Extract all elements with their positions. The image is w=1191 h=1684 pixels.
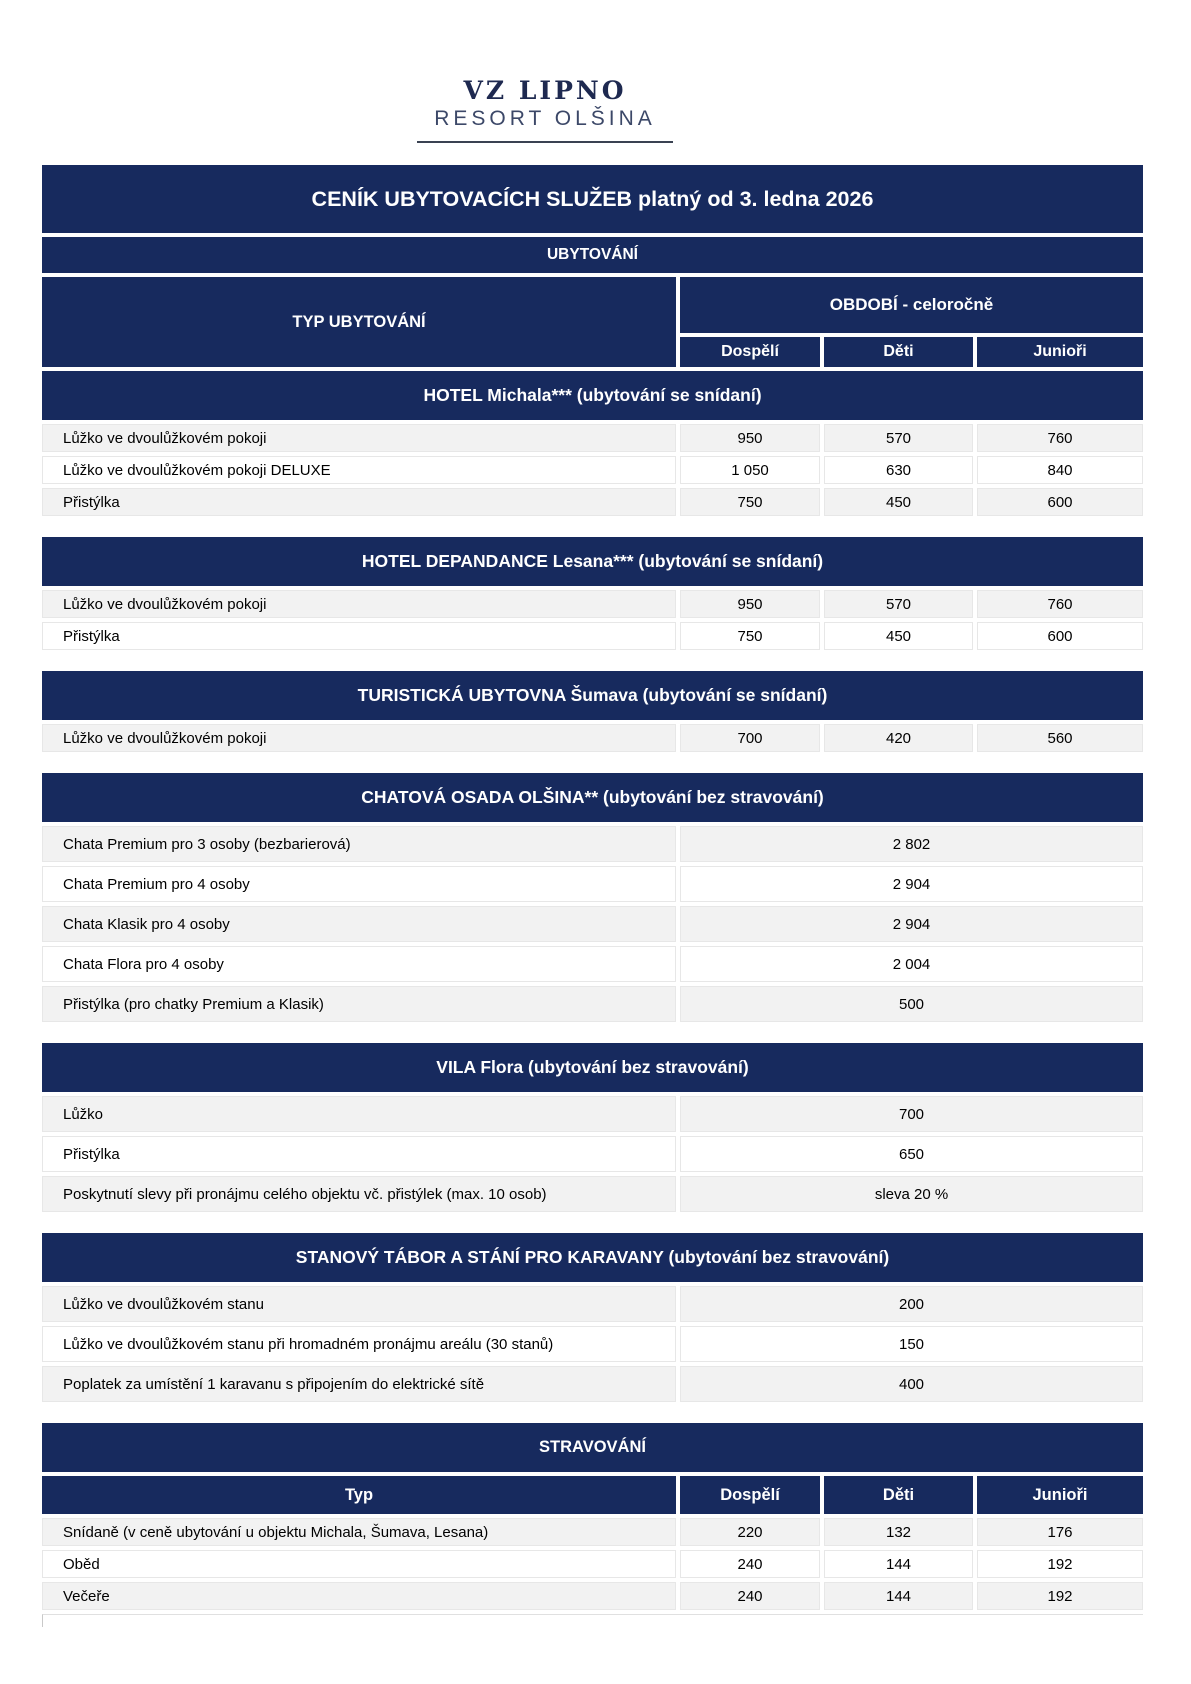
- row-price-merged: 500: [680, 986, 1143, 1022]
- section-chatova-osada-olsina-ubytovani-bez-strav: [42, 773, 1143, 1043]
- row-label: Oběd: [42, 1550, 676, 1578]
- row-price-merged: 650: [680, 1136, 1143, 1172]
- row-label: Přistýlka: [42, 1136, 676, 1172]
- section-turisticka-ubytovna-sumava-ubytovani-se-: [42, 671, 1143, 773]
- table-row: [42, 424, 1143, 452]
- price-table: [42, 165, 1143, 1627]
- row-price-juniori: 600: [977, 622, 1143, 650]
- row-price-juniori: 840: [977, 456, 1143, 484]
- row-price-merged: 2 802: [680, 826, 1143, 862]
- table-row: [42, 622, 1143, 650]
- age-column-headers: [680, 337, 1143, 367]
- section-header: TURISTICKÁ UBYTOVNA Šumava (ubytování se snídaní): [42, 671, 1143, 720]
- row-price-merged: 700: [680, 1096, 1143, 1132]
- section-ubytovani-header: UBYTOVÁNÍ: [42, 237, 1143, 273]
- table-row: [42, 986, 1143, 1022]
- table-row: [42, 724, 1143, 752]
- row-price-dospeli: 750: [680, 488, 820, 516]
- table-row: [42, 826, 1143, 862]
- table-row: [42, 1366, 1143, 1402]
- row-label: Snídaně (v ceně ubytování u objektu Michala, Šumava, Lesana): [42, 1518, 676, 1546]
- section-gap: [42, 654, 1143, 671]
- row-price-dospeli: 1 050: [680, 456, 820, 484]
- table-row: [42, 1286, 1143, 1322]
- row-label: Lůžko: [42, 1096, 676, 1132]
- section-header: HOTEL DEPANDANCE Lesana*** (ubytování se snídaní): [42, 537, 1143, 586]
- section-gap: [42, 520, 1143, 537]
- section-gap: [42, 1026, 1143, 1043]
- row-label: Poskytnutí slevy při pronájmu celého objektu vč. přistýlek (max. 10 osob): [42, 1176, 676, 1212]
- table-row: [42, 1550, 1143, 1578]
- table-row: [42, 1096, 1143, 1132]
- row-price-juniori: 600: [977, 488, 1143, 516]
- section-header: STANOVÝ TÁBOR A STÁNÍ PRO KARAVANY (ubytování bez stravování): [42, 1233, 1143, 1282]
- row-label: Lůžko ve dvoulůžkovém pokoji: [42, 724, 676, 752]
- section-hotel-depandance-lesana-ubytovani-se-sni: [42, 537, 1143, 671]
- row-label: Přistýlka (pro chatky Premium a Klasik): [42, 986, 676, 1022]
- stravovani-column-header: [42, 1476, 1143, 1514]
- table-row: [42, 456, 1143, 484]
- table-row: [42, 488, 1143, 516]
- col-header-typ-ubytovani: TYP UBYTOVÁNÍ: [42, 277, 676, 367]
- row-price-deti: 144: [824, 1550, 973, 1578]
- row-price-deti: 630: [824, 456, 973, 484]
- row-label: Chata Klasik pro 4 osoby: [42, 906, 676, 942]
- row-price-dospeli: 240: [680, 1582, 820, 1610]
- table-row: [42, 1582, 1143, 1610]
- table-row: [42, 1326, 1143, 1362]
- table-column-header: [42, 277, 1143, 367]
- row-label: Chata Premium pro 4 osoby: [42, 866, 676, 902]
- table-row: [42, 906, 1143, 942]
- col-header-juniori: Junioři: [977, 1476, 1143, 1514]
- row-price-merged: 2 904: [680, 866, 1143, 902]
- row-price-merged: 400: [680, 1366, 1143, 1402]
- section-gap: [42, 1216, 1143, 1233]
- row-label: Přistýlka: [42, 488, 676, 516]
- section-header: VILA Flora (ubytování bez stravování): [42, 1043, 1143, 1092]
- row-price-merged: 200: [680, 1286, 1143, 1322]
- table-row: [42, 946, 1143, 982]
- col-header-obdobi: OBDOBÍ - celoročně: [680, 277, 1143, 333]
- period-header-group: [680, 277, 1143, 367]
- col-header-deti: Děti: [824, 1476, 973, 1514]
- stravovani-rows: [42, 1518, 1143, 1610]
- section-gap: [42, 756, 1143, 773]
- section-gap: [42, 1406, 1143, 1423]
- col-header-deti: Děti: [824, 337, 973, 367]
- row-price-deti: 132: [824, 1518, 973, 1546]
- row-price-merged: 150: [680, 1326, 1143, 1362]
- table-row: [42, 1176, 1143, 1212]
- row-price-dospeli: 950: [680, 424, 820, 452]
- row-label: Lůžko ve dvoulůžkovém stanu: [42, 1286, 676, 1322]
- row-price-deti: 570: [824, 424, 973, 452]
- section-header: HOTEL Michala*** (ubytování se snídaní): [42, 371, 1143, 420]
- section-vila-flora-ubytovani-bez-stravovani: [42, 1043, 1143, 1233]
- row-price-merged: sleva 20 %: [680, 1176, 1143, 1212]
- row-label: Lůžko ve dvoulůžkovém pokoji: [42, 590, 676, 618]
- logo: [395, 76, 695, 143]
- row-price-juniori: 192: [977, 1582, 1143, 1610]
- row-label: Lůžko ve dvoulůžkovém stanu při hromadném pronájmu areálu (30 stanů): [42, 1326, 676, 1362]
- row-price-dospeli: 700: [680, 724, 820, 752]
- row-price-juniori: 176: [977, 1518, 1143, 1546]
- section-stravovani-header: STRAVOVÁNÍ: [42, 1423, 1143, 1472]
- row-price-juniori: 760: [977, 424, 1143, 452]
- section-hotel-michala-ubytovani-se-snidani: [42, 371, 1143, 537]
- row-price-dospeli: 220: [680, 1518, 820, 1546]
- row-price-dospeli: 240: [680, 1550, 820, 1578]
- row-label: Poplatek za umístění 1 karavanu s připojením do elektrické sítě: [42, 1366, 676, 1402]
- row-label: Lůžko ve dvoulůžkovém pokoji: [42, 424, 676, 452]
- stravovani-section: [42, 1423, 1143, 1610]
- logo-underline: [417, 141, 673, 143]
- col-header-typ: Typ: [42, 1476, 676, 1514]
- row-price-merged: 2 904: [680, 906, 1143, 942]
- accommodation-sections: [42, 371, 1143, 1423]
- table-row: [42, 866, 1143, 902]
- row-price-dospeli: 950: [680, 590, 820, 618]
- section-stanovy-tabor-a-stani-pro-karavany-ubyto: [42, 1233, 1143, 1423]
- partial-row-remnant: [42, 1614, 1143, 1627]
- logo-brand-text: VZ LIPNO: [463, 76, 627, 105]
- row-label: Chata Flora pro 4 osoby: [42, 946, 676, 982]
- col-header-dospeli: Dospělí: [680, 337, 820, 367]
- row-price-juniori: 560: [977, 724, 1143, 752]
- row-price-juniori: 192: [977, 1550, 1143, 1578]
- col-header-dospeli: Dospělí: [680, 1476, 820, 1514]
- logo-subtitle-text: RESORT OLŠINA: [434, 107, 656, 130]
- table-row: [42, 1136, 1143, 1172]
- row-price-juniori: 760: [977, 590, 1143, 618]
- row-price-deti: 420: [824, 724, 973, 752]
- table-row: [42, 1518, 1143, 1546]
- table-row: [42, 590, 1143, 618]
- row-price-deti: 144: [824, 1582, 973, 1610]
- row-price-deti: 450: [824, 622, 973, 650]
- document-title: CENÍK UBYTOVACÍCH SLUŽEB platný od 3. ledna 2026: [42, 165, 1143, 233]
- row-price-dospeli: 750: [680, 622, 820, 650]
- row-label: Chata Premium pro 3 osoby (bezbarierová): [42, 826, 676, 862]
- row-label: Přistýlka: [42, 622, 676, 650]
- section-header: CHATOVÁ OSADA OLŠINA** (ubytování bez stravování): [42, 773, 1143, 822]
- row-label: Lůžko ve dvoulůžkovém pokoji DELUXE: [42, 456, 676, 484]
- row-price-deti: 450: [824, 488, 973, 516]
- col-header-juniori: Junioři: [977, 337, 1143, 367]
- row-price-deti: 570: [824, 590, 973, 618]
- row-label: Večeře: [42, 1582, 676, 1610]
- row-price-merged: 2 004: [680, 946, 1143, 982]
